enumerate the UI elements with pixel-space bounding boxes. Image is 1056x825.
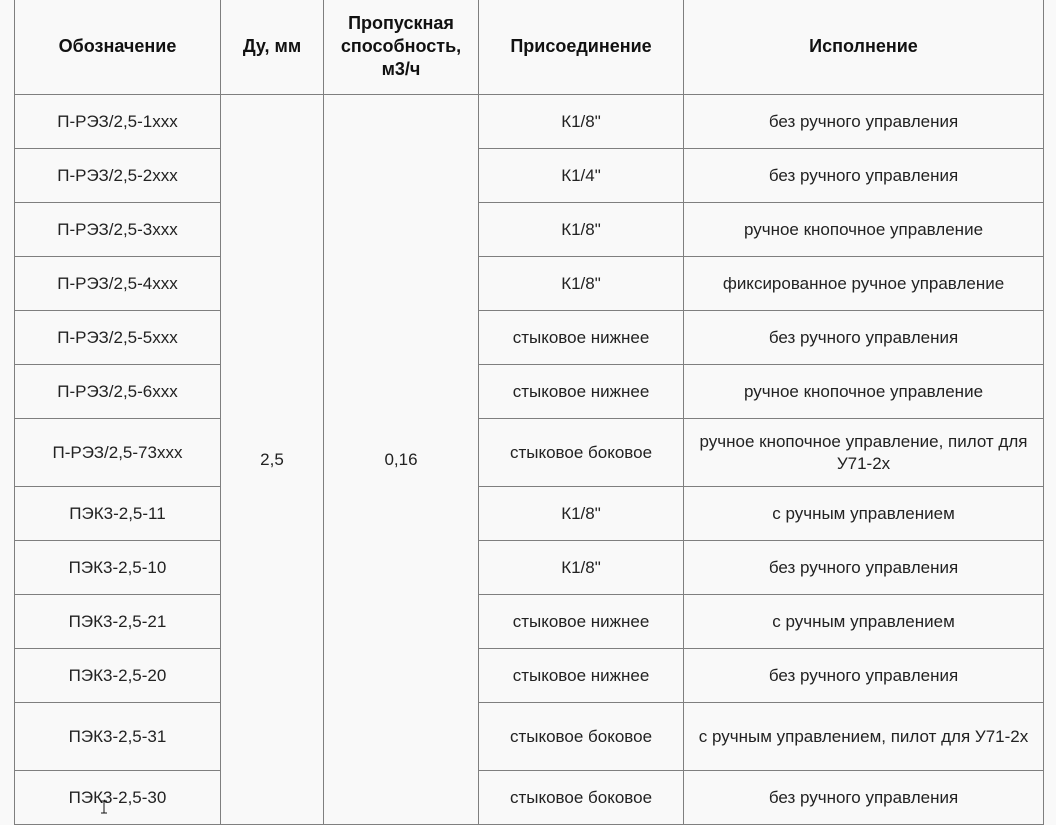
cell-connection: стыковое нижнее [479, 649, 684, 703]
table-row [15, 541, 1044, 595]
cell-connection: стыковое нижнее [479, 311, 684, 365]
table-row [15, 419, 1044, 487]
cell-execution: ручное кнопочное управление [684, 203, 1044, 257]
table-row [15, 365, 1044, 419]
cell-execution: без ручного управления [684, 95, 1044, 149]
cell-execution: без ручного управления [684, 149, 1044, 203]
cell-connection: стыковое боковое [479, 771, 684, 825]
cell-connection: стыковое нижнее [479, 595, 684, 649]
table-row [15, 203, 1044, 257]
cell-designation: П-РЭЗ/2,5-5xxx [15, 311, 221, 365]
header-capacity: Пропускная способность, м3/ч [324, 0, 479, 95]
header-du-mm: Ду, мм [221, 0, 324, 95]
table-row [15, 257, 1044, 311]
valve-spec-table-container [14, 0, 1044, 825]
table-row [15, 703, 1044, 771]
cell-connection: стыковое боковое [479, 419, 684, 487]
cell-designation: ПЭК3-2,5-10 [15, 541, 221, 595]
table-row [15, 95, 1044, 149]
valve-spec-table [14, 0, 1044, 825]
cell-execution: фиксированное ручное управление [684, 257, 1044, 311]
cell-designation: ПЭК3-2,5-31 [15, 703, 221, 771]
cell-connection: стыковое боковое [479, 703, 684, 771]
cell-connection: К1/8" [479, 95, 684, 149]
cell-designation: ПЭК3-2,5-30 [15, 771, 221, 825]
table-header-row [15, 0, 1044, 95]
cell-du-mm-merged: 2,5 [221, 95, 324, 825]
cell-execution: с ручным управлением, пилот для У71-2х [684, 703, 1044, 771]
cell-execution: без ручного управления [684, 311, 1044, 365]
cell-execution: без ручного управления [684, 649, 1044, 703]
table-row [15, 487, 1044, 541]
cell-designation: ПЭК3-2,5-21 [15, 595, 221, 649]
table-row [15, 649, 1044, 703]
cell-connection: К1/8" [479, 257, 684, 311]
table-row [15, 311, 1044, 365]
cell-designation: П-РЭЗ/2,5-4xxx [15, 257, 221, 311]
header-connection: Присоединение [479, 0, 684, 95]
cell-execution: без ручного управления [684, 771, 1044, 825]
cell-execution: без ручного управления [684, 541, 1044, 595]
cell-connection: К1/8" [479, 541, 684, 595]
cell-execution: ручное кнопочное управление [684, 365, 1044, 419]
header-designation: Обозначение [15, 0, 221, 95]
cell-designation: П-РЭЗ/2,5-6xxx [15, 365, 221, 419]
table-row [15, 771, 1044, 825]
table-row [15, 595, 1044, 649]
cell-designation: П-РЭЗ/2,5-3xxx [15, 203, 221, 257]
cell-capacity-merged: 0,16 [324, 95, 479, 825]
cell-connection: К1/8" [479, 487, 684, 541]
cell-connection: стыковое нижнее [479, 365, 684, 419]
cell-designation: П-РЭЗ/2,5-2xxx [15, 149, 221, 203]
cell-designation: ПЭК3-2,5-20 [15, 649, 221, 703]
header-execution: Исполнение [684, 0, 1044, 95]
cell-execution: с ручным управлением [684, 487, 1044, 541]
cell-designation: ПЭК3-2,5-11 [15, 487, 221, 541]
cell-connection: К1/8" [479, 203, 684, 257]
cell-execution: с ручным управлением [684, 595, 1044, 649]
cell-connection: К1/4" [479, 149, 684, 203]
cell-designation: П-РЭЗ/2,5-73xxx [15, 419, 221, 487]
table-row [15, 149, 1044, 203]
cell-execution: ручное кнопочное управление, пилот для У71-2х [684, 419, 1044, 487]
cell-designation: П-РЭЗ/2,5-1xxx [15, 95, 221, 149]
